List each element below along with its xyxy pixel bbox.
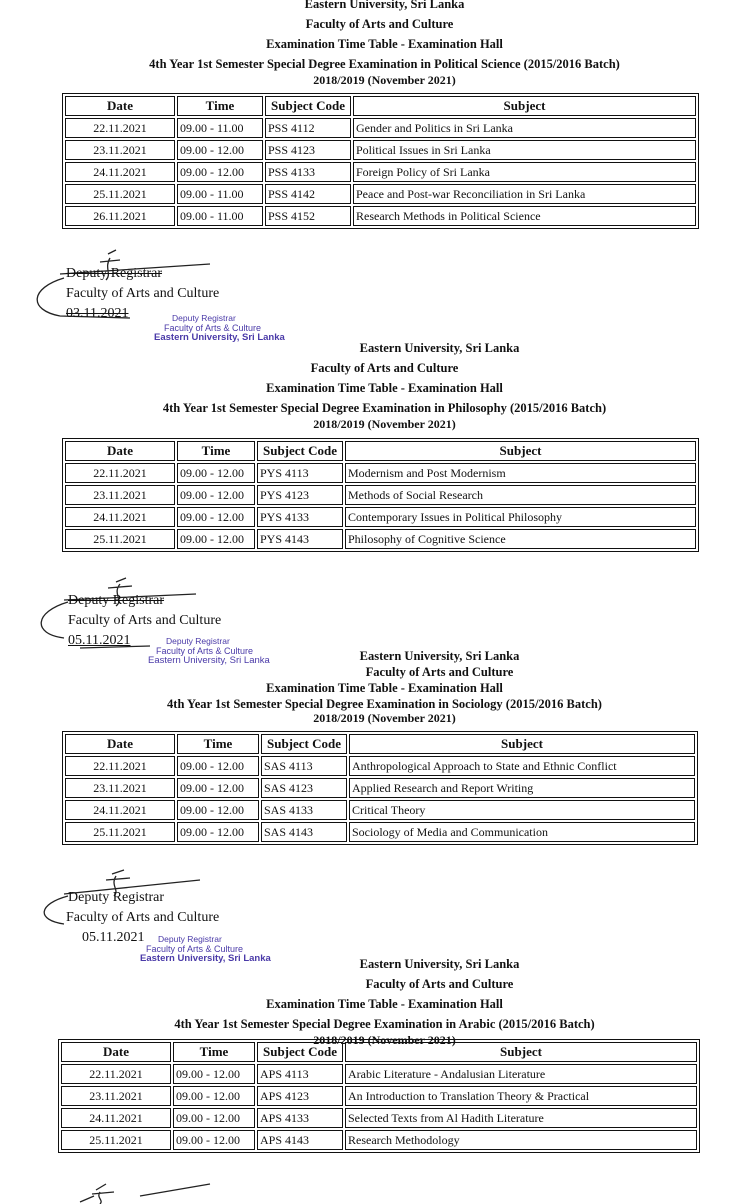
cell-date: 25.11.2021 <box>65 822 175 842</box>
signature-date: 05.11.2021 <box>82 930 145 945</box>
cell-date: 25.11.2021 <box>65 184 175 204</box>
cell-date: 25.11.2021 <box>65 529 175 549</box>
col-header: Time <box>177 734 259 754</box>
cell-subject: Selected Texts from Al Hadith Literature <box>345 1108 697 1128</box>
stamp-line: Faculty of Arts & Culture <box>146 944 244 954</box>
table-row <box>61 1064 697 1084</box>
cell-date: 24.11.2021 <box>61 1108 171 1128</box>
col-header: Date <box>65 96 175 116</box>
university-name: Eastern University, Sri Lanka <box>304 0 465 11</box>
cell-subject: Philosophy of Cognitive Science <box>345 529 696 549</box>
cell-date: 24.11.2021 <box>65 800 175 820</box>
exam-session: 2018/2019 (November 2021) <box>313 711 456 725</box>
cell-code: SAS 4123 <box>261 778 347 798</box>
col-header: Subject <box>349 734 695 754</box>
signatory-faculty: Faculty of Arts and Culture <box>66 286 220 301</box>
signatory-title: Deputy Registrar <box>68 593 165 608</box>
doc-title: Examination Time Table - Examination Hall <box>266 997 503 1011</box>
signatory-faculty: Faculty of Arts and Culture <box>66 910 220 925</box>
cell-code: PSS 4133 <box>265 162 351 182</box>
section-header <box>0 954 749 1046</box>
doc-title: Examination Time Table - Examination Hall <box>266 681 503 695</box>
cell-date: 22.11.2021 <box>65 118 175 138</box>
table-row <box>65 485 696 505</box>
table-row <box>65 800 695 820</box>
signatory-title: Deputy Registrar <box>66 266 163 281</box>
cell-code: APS 4123 <box>257 1086 343 1106</box>
university-name: Eastern University, Sri Lanka <box>359 649 520 663</box>
stamp-line: Eastern University, Sri Lanka <box>154 332 285 343</box>
stamp-line: Faculty of Arts & Culture <box>164 323 262 333</box>
col-header: Date <box>65 734 175 754</box>
table-header-row <box>61 1042 697 1062</box>
cell-code: PYS 4143 <box>257 529 343 549</box>
cell-time: 09.00 - 12.00 <box>177 822 259 842</box>
table-row <box>65 822 695 842</box>
cell-time: 09.00 - 12.00 <box>173 1130 255 1150</box>
cell-date: 24.11.2021 <box>65 162 175 182</box>
cell-subject: Sociology of Media and Communication <box>349 822 695 842</box>
exam-title: 4th Year 1st Semester Special Degree Examination in Political Science (2015/2016 Batch) <box>149 57 620 71</box>
cell-subject: An Introduction to Translation Theory & Practical <box>345 1086 697 1106</box>
cell-time: 09.00 - 11.00 <box>177 206 263 226</box>
table-row <box>65 162 696 182</box>
cell-time: 09.00 - 12.00 <box>177 140 263 160</box>
exam-title: 4th Year 1st Semester Special Degree Examination in Philosophy (2015/2016 Batch) <box>162 401 607 415</box>
col-header: Subject Code <box>257 441 343 461</box>
doc-title: Examination Time Table - Examination Hall <box>266 37 503 51</box>
cell-time: 09.00 - 12.00 <box>177 507 255 527</box>
col-header: Subject <box>353 96 696 116</box>
cell-subject: Peace and Post-war Reconciliation in Sri Lanka <box>353 184 696 204</box>
cell-time: 09.00 - 12.00 <box>177 529 255 549</box>
signature-date: 03.11.2021 <box>66 306 129 321</box>
signature-date: 05.11.2021 <box>68 633 131 648</box>
stamp-line: Faculty of Arts & Culture <box>156 646 254 656</box>
cell-subject: Political Issues in Sri Lanka <box>353 140 696 160</box>
exam-session: 2018/2019 (November 2021) <box>313 1033 456 1047</box>
cell-time: 09.00 - 12.00 <box>177 485 255 505</box>
col-header: Subject <box>345 1042 697 1062</box>
col-header: Subject Code <box>257 1042 343 1062</box>
cell-code: PYS 4113 <box>257 463 343 483</box>
cell-code: PSS 4112 <box>265 118 351 138</box>
col-header: Subject <box>345 441 696 461</box>
university-name: Eastern University, Sri Lanka <box>359 341 520 355</box>
table-header-row <box>65 441 696 461</box>
cell-date: 22.11.2021 <box>61 1064 171 1084</box>
cell-subject: Arabic Literature - Andalusian Literature <box>345 1064 697 1084</box>
stamp-line: Eastern University, Sri Lanka <box>148 655 270 666</box>
cell-code: PYS 4133 <box>257 507 343 527</box>
cell-time: 09.00 - 12.00 <box>173 1064 255 1084</box>
exam-title: 4th Year 1st Semester Special Degree Examination in Arabic (2015/2016 Batch) <box>174 1017 595 1031</box>
cell-date: 25.11.2021 <box>61 1130 171 1150</box>
timetable <box>58 1039 700 1153</box>
cell-code: PYS 4123 <box>257 485 343 505</box>
university-name: Eastern University, Sri Lanka <box>359 957 520 971</box>
cell-subject: Research Methodology <box>345 1130 697 1150</box>
cell-time: 09.00 - 12.00 <box>177 756 259 776</box>
cell-date: 24.11.2021 <box>65 507 175 527</box>
cell-code: PSS 4123 <box>265 140 351 160</box>
col-header: Time <box>177 96 263 116</box>
timetable <box>62 438 699 552</box>
cell-subject: Critical Theory <box>349 800 695 820</box>
table-row <box>65 463 696 483</box>
cell-time: 09.00 - 12.00 <box>177 162 263 182</box>
cell-date: 23.11.2021 <box>65 485 175 505</box>
col-header: Time <box>173 1042 255 1062</box>
exam-session: 2018/2019 (November 2021) <box>313 73 456 87</box>
cell-date: 23.11.2021 <box>65 778 175 798</box>
table-header-row <box>65 96 696 116</box>
cell-date: 23.11.2021 <box>61 1086 171 1106</box>
cell-subject: Methods of Social Research <box>345 485 696 505</box>
cell-date: 23.11.2021 <box>65 140 175 160</box>
table-row <box>65 529 696 549</box>
signatory-faculty: Faculty of Arts and Culture <box>68 613 222 628</box>
cell-time: 09.00 - 11.00 <box>177 184 263 204</box>
cell-code: SAS 4143 <box>261 822 347 842</box>
stamp-line: Eastern University, Sri Lanka <box>140 953 271 964</box>
cell-subject: Modernism and Post Modernism <box>345 463 696 483</box>
table-row <box>61 1086 697 1106</box>
cell-code: APS 4133 <box>257 1108 343 1128</box>
table-row <box>65 206 696 226</box>
handwritten-signature-icon <box>60 1176 220 1204</box>
exam-title: 4th Year 1st Semester Special Degree Examination in Sociology (2015/2016 Batch) <box>167 697 602 711</box>
faculty-name: Faculty of Arts and Culture <box>365 977 514 991</box>
cell-time: 09.00 - 12.00 <box>177 463 255 483</box>
timetable <box>62 731 698 845</box>
col-header: Time <box>177 441 255 461</box>
faculty-name: Faculty of Arts and Culture <box>365 665 514 679</box>
cell-time: 09.00 - 12.00 <box>177 800 259 820</box>
section-header <box>0 338 749 430</box>
timetable <box>62 93 699 229</box>
stamp-line: Deputy Registrar <box>172 313 236 323</box>
cell-subject: Applied Research and Report Writing <box>349 778 695 798</box>
stamp-line: Deputy Registrar <box>166 636 230 646</box>
cell-subject: Anthropological Approach to State and Ethnic Conflict <box>349 756 695 776</box>
stamp-line: Deputy Registrar <box>158 934 222 944</box>
cell-code: PSS 4152 <box>265 206 351 226</box>
cell-code: APS 4113 <box>257 1064 343 1084</box>
table-row <box>65 184 696 204</box>
cell-time: 09.00 - 11.00 <box>177 118 263 138</box>
cell-code: SAS 4113 <box>261 756 347 776</box>
cell-subject: Research Methods in Political Science <box>353 206 696 226</box>
table-row <box>65 507 696 527</box>
col-header: Date <box>61 1042 171 1062</box>
table-row <box>61 1130 697 1150</box>
exam-session: 2018/2019 (November 2021) <box>313 417 456 431</box>
cell-code: PSS 4142 <box>265 184 351 204</box>
col-header: Subject Code <box>265 96 351 116</box>
cell-subject: Gender and Politics in Sri Lanka <box>353 118 696 138</box>
doc-title: Examination Time Table - Examination Hall <box>266 381 503 395</box>
table-row <box>65 778 695 798</box>
table-header-row <box>65 734 695 754</box>
cell-subject: Contemporary Issues in Political Philosophy <box>345 507 696 527</box>
cell-subject: Foreign Policy of Sri Lanka <box>353 162 696 182</box>
faculty-name: Faculty of Arts and Culture <box>305 17 454 31</box>
cell-time: 09.00 - 12.00 <box>173 1086 255 1106</box>
signatory-title: Deputy Registrar <box>68 890 165 905</box>
section-header <box>0 0 749 86</box>
col-header: Subject Code <box>261 734 347 754</box>
cell-time: 09.00 - 12.00 <box>173 1108 255 1128</box>
table-row <box>65 118 696 138</box>
table-row <box>61 1108 697 1128</box>
table-row <box>65 756 695 776</box>
cell-time: 09.00 - 12.00 <box>177 778 259 798</box>
col-header: Date <box>65 441 175 461</box>
cell-date: 22.11.2021 <box>65 756 175 776</box>
section-header <box>0 648 749 724</box>
cell-code: APS 4143 <box>257 1130 343 1150</box>
cell-date: 26.11.2021 <box>65 206 175 226</box>
faculty-name: Faculty of Arts and Culture <box>310 361 459 375</box>
cell-code: SAS 4133 <box>261 800 347 820</box>
table-row <box>65 140 696 160</box>
cell-date: 22.11.2021 <box>65 463 175 483</box>
